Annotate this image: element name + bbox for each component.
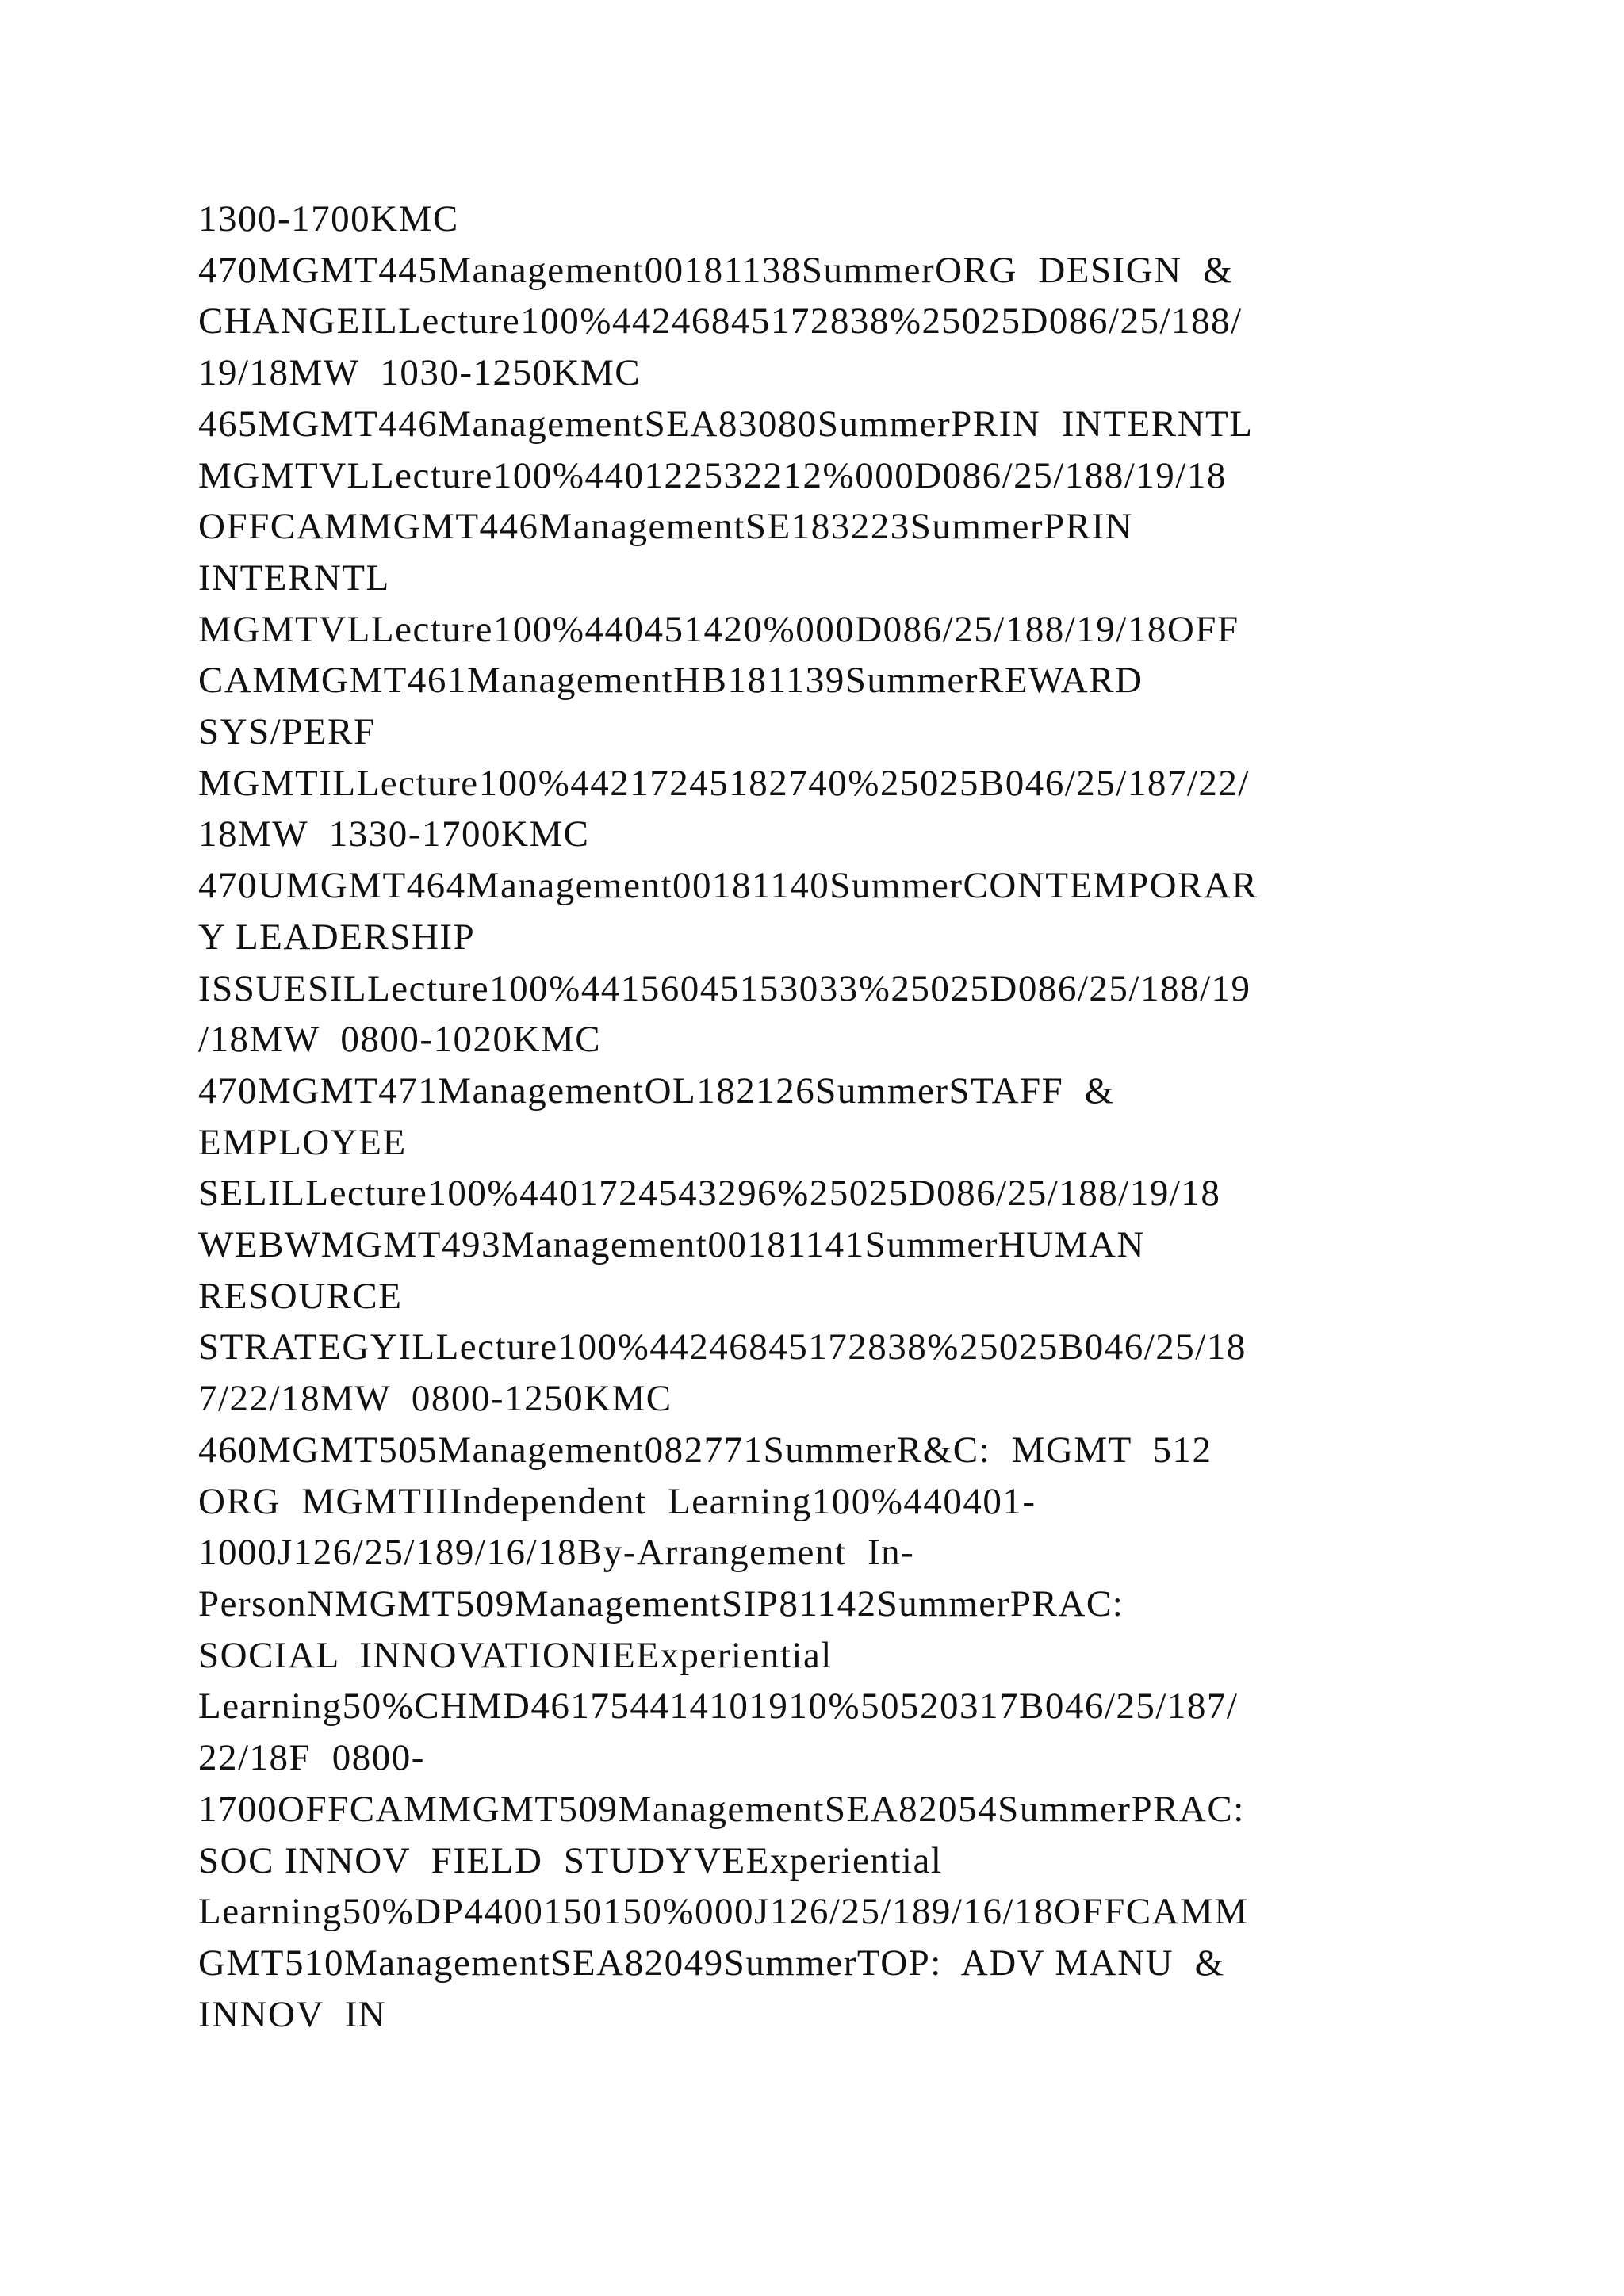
text-line: ISSUESILLecture100%44156045153033%25025D086/25/188/19 <box>198 967 1251 1009</box>
text-line: 1300-1700KMC <box>198 198 459 239</box>
text-line: Y LEADERSHIP <box>198 916 476 958</box>
text-line: 470MGMT445Management00181138SummerORG DESIGN & <box>198 249 1234 291</box>
text-line: MGMTILLecture100%44217245182740%25025B046/25/187/22/ <box>198 762 1250 804</box>
text-line: ORG MGMTIIIndependent Learning100%440401- <box>198 1480 1036 1522</box>
text-line: CAMMGMT461ManagementHB181139SummerREWARD <box>198 660 1143 702</box>
text-line: SYS/PERF <box>198 711 376 753</box>
text-line: EMPLOYEE <box>198 1121 407 1163</box>
text-line: 1700OFFCAMMGMT509ManagementSEA82054SummerPRAC: <box>198 1788 1245 1830</box>
text-line: SOCIAL INNOVATIONIEExperiential <box>198 1634 833 1676</box>
text-line: PersonNMGMT509ManagementSIP81142SummerPRAC: <box>198 1582 1124 1624</box>
text-line: SELILLecture100%4401724543296%25025D086/25/188/19/18 <box>198 1173 1221 1215</box>
text-line: Learning50%DP4400150150%000J126/25/189/16/18OFFCAMM <box>198 1891 1249 1933</box>
text-line: 22/18F 0800- <box>198 1737 425 1779</box>
text-line: 7/22/18MW 0800-1250KMC <box>198 1378 672 1420</box>
text-line: OFFCAMMGMT446ManagementSE183223SummerPRIN <box>198 506 1134 548</box>
text-line: 465MGMT446ManagementSEA83080SummerPRIN INTERNTL <box>198 403 1254 445</box>
text-line: MGMTVLLecture100%440451420%000D086/25/188/19/18OFF <box>198 608 1239 650</box>
text-line: 1000J126/25/189/16/18By-Arrangement In- <box>198 1532 915 1574</box>
text-line: RESOURCE <box>198 1275 403 1317</box>
text-line: GMT510ManagementSEA82049SummerTOP: ADV MANU & <box>198 1942 1225 1984</box>
text-line: 18MW 1330-1700KMC <box>198 813 590 855</box>
text-line: MGMTVLLecture100%440122532212%000D086/25/188/19/18 <box>198 454 1227 496</box>
text-line: 470MGMT471ManagementOL182126SummerSTAFF & <box>198 1070 1115 1112</box>
course-listing-text <box>198 193 1435 2040</box>
text-line: 19/18MW 1030-1250KMC <box>198 352 642 394</box>
text-line: INNOV IN <box>198 1993 387 2035</box>
text-line: CHANGEILLecture100%44246845172838%25025D086/25/188/ <box>198 300 1243 342</box>
text-line: Learning50%CHMD461754414101910%50520317B046/25/187/ <box>198 1686 1239 1728</box>
text-line: WEBWMGMT493Management00181141SummerHUMAN <box>198 1224 1145 1266</box>
text-line: STRATEGYILLecture100%44246845172838%25025B046/25/18 <box>198 1326 1247 1368</box>
text-line: /18MW 0800-1020KMC <box>198 1019 602 1061</box>
text-line: 460MGMT505Management082771SummerR&C: MGMT 512 <box>198 1429 1212 1471</box>
text-line: SOC INNOV FIELD STUDYVEExperiential <box>198 1839 943 1881</box>
text-line: INTERNTL <box>198 557 390 599</box>
text-line: 470UMGMT464Management00181140SummerCONTEMPORAR <box>198 865 1258 907</box>
